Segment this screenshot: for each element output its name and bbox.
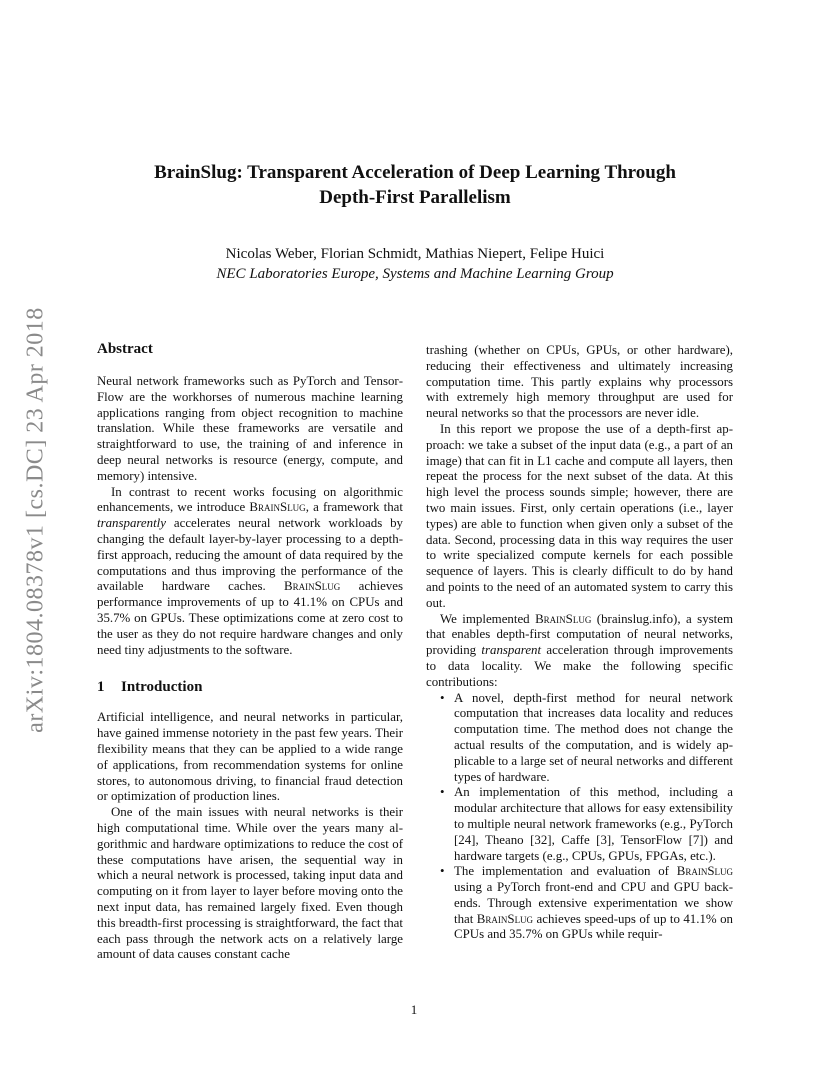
section-heading-introduction [97, 678, 403, 696]
bullet-icon: • [440, 864, 445, 879]
abstract-paragraph-1: Neural network frameworks such as PyTorch and TensorFlow are the workhorses of numerous machine learning applications ranging from object recognition to machine translation. While these frameworks are versatile and straightforward to use, the training of and inference in deep neural networks is resource (energy, compute, and memory) intensive. [97, 374, 403, 483]
system-name: BrainSlug [676, 864, 733, 879]
text-run: acceleration through improvements to data locality. We make the following specific contributions: [426, 643, 733, 689]
author-affiliation: NEC Laboratories Europe, Systems and Machine Learning Group [216, 266, 614, 282]
system-name: BrainSlug [476, 911, 534, 926]
contribution-text: An implementation of this method, including a modular architecture that allows for easy extensibility to multiple neural network frameworks (e.g., PyTorch [24], Theano [32], Caffe [3], TensorFlow [7]) and hardware targets (e.g., CPUs, GPUs, FPGAs, etc.). [454, 785, 733, 863]
contribution-item-1 [440, 690, 733, 786]
contribution-list [426, 691, 733, 944]
text-run: achieves performance improvements of up to 41.1% on CPUs and 35.7% on GPUs. These optimizations come at zero cost to the user as they do not require hardware changes and only need tiny adjustments to the software. [97, 579, 403, 657]
bullet-icon: • [440, 690, 445, 705]
intro-paragraph-4 [426, 612, 733, 691]
contribution-text: A novel, depth-first method for neural network computation that increases data locality and reduces computation time. The method does not change the actual results of the computation, and is widely applicable to a large set of neural networks and different types of hardware. [454, 690, 733, 784]
system-name: BrainSlug [535, 611, 592, 626]
paper-title-line-2: Depth-First Parallelism [319, 187, 511, 208]
abstract-paragraph-2 [97, 485, 403, 659]
right-column [426, 343, 733, 943]
text-run: , a framework that [305, 500, 403, 515]
contribution-item-3 [440, 864, 734, 943]
system-name: BrainSlug [284, 579, 341, 594]
text-run: In contrast to recent works focusing on algorithmic enhancements, we introduce [97, 484, 403, 515]
text-run: The implementation and evaluation of [454, 864, 677, 879]
text-run: using a PyTorch front-end and CPU and GPU back-ends. Through extensive experimentation we show that [454, 880, 733, 926]
text-run: achieves speed-ups of up to 41.1% on CPUs and 35.7% on GPUs while requir- [454, 911, 734, 942]
contribution-item-2 [440, 785, 733, 864]
system-name: BrainSlug [249, 500, 306, 515]
text-run: (brainslug.info), a system that enables depth-first computation of neural networks, providing [426, 611, 733, 658]
paper-title [100, 160, 730, 210]
author-list: Nicolas Weber, Florian Schmidt, Mathias Niepert, Felipe Huici [225, 246, 605, 262]
arxiv-identifier-stamp: arXiv:1804.08378v1 [cs.DC] 23 Apr 2018 [22, 307, 49, 733]
bullet-icon: • [440, 785, 445, 800]
emphasis: transparently [97, 516, 166, 531]
intro-paragraph-1: Artificial intelligence, and neural networks in particular, have gained immense notoriety in the past few years. Their flexibility means that they can be applied to a wide range of applications, from recommendation systems for online stores, to autonomous driving, to financial fraud detection or optimization of production lines. [97, 710, 403, 804]
intro-paragraph-3: In this report we propose the use of a depth-first approach: we take a subset of the input data (e.g., a part of an image) that can fit in L1 cache and compute all layers, then repeat the process for the next subset of the data. At this high level the process sounds simple; however, there are two main issues. First, only certain operations (i.e., layer types) are able to function when given only a subset of the data. Second, processing data in this way requires the user to write specialized compute kernels for each possible sequence of layers. This is clearly difficult to do by hand and points to the need of an automated system to carry this out. [426, 421, 733, 610]
intro-paragraph-2: One of the main issues with neural networks is their high computational time. While over the years many algorithmic and hardware optimizations to reduce the cost of these computations have arisen, the sequential way in which a neural network is processed, taking input data and computing on it from layer to layer before moving onto the next input data, has remained largely fixed. Even though this breadth-first processing is straightforward, the fact that each pass through the network acts on a relatively large amount of data causes constant cache [97, 805, 403, 962]
section-number: 1 [97, 679, 105, 696]
text-run: accelerates neural network workloads by changing the default layer-by-layer processing to a depth-first approach, reducing the amount of data required by the computations and thus improving the performance of the available hardware caches. [97, 516, 403, 594]
page-number: 1 [410, 1002, 418, 1017]
intro-paragraph-2-continued: trashing (whether on CPUs, GPUs, or other hardware), reducing their effectiveness and ultimately increasing computation time. This partly explains why processors with extremely high memory throughput are used for neural networks so that the processors are never idle. [426, 343, 733, 421]
abstract-heading: Abstract [97, 341, 153, 357]
text-run: We implemented [440, 611, 536, 626]
section-title: Introduction [121, 679, 203, 696]
emphasis: transparent [481, 643, 542, 658]
left-column [97, 340, 403, 963]
paper-title-line-1: BrainSlug: Transparent Acceleration of Deep Learning Through [154, 162, 676, 183]
